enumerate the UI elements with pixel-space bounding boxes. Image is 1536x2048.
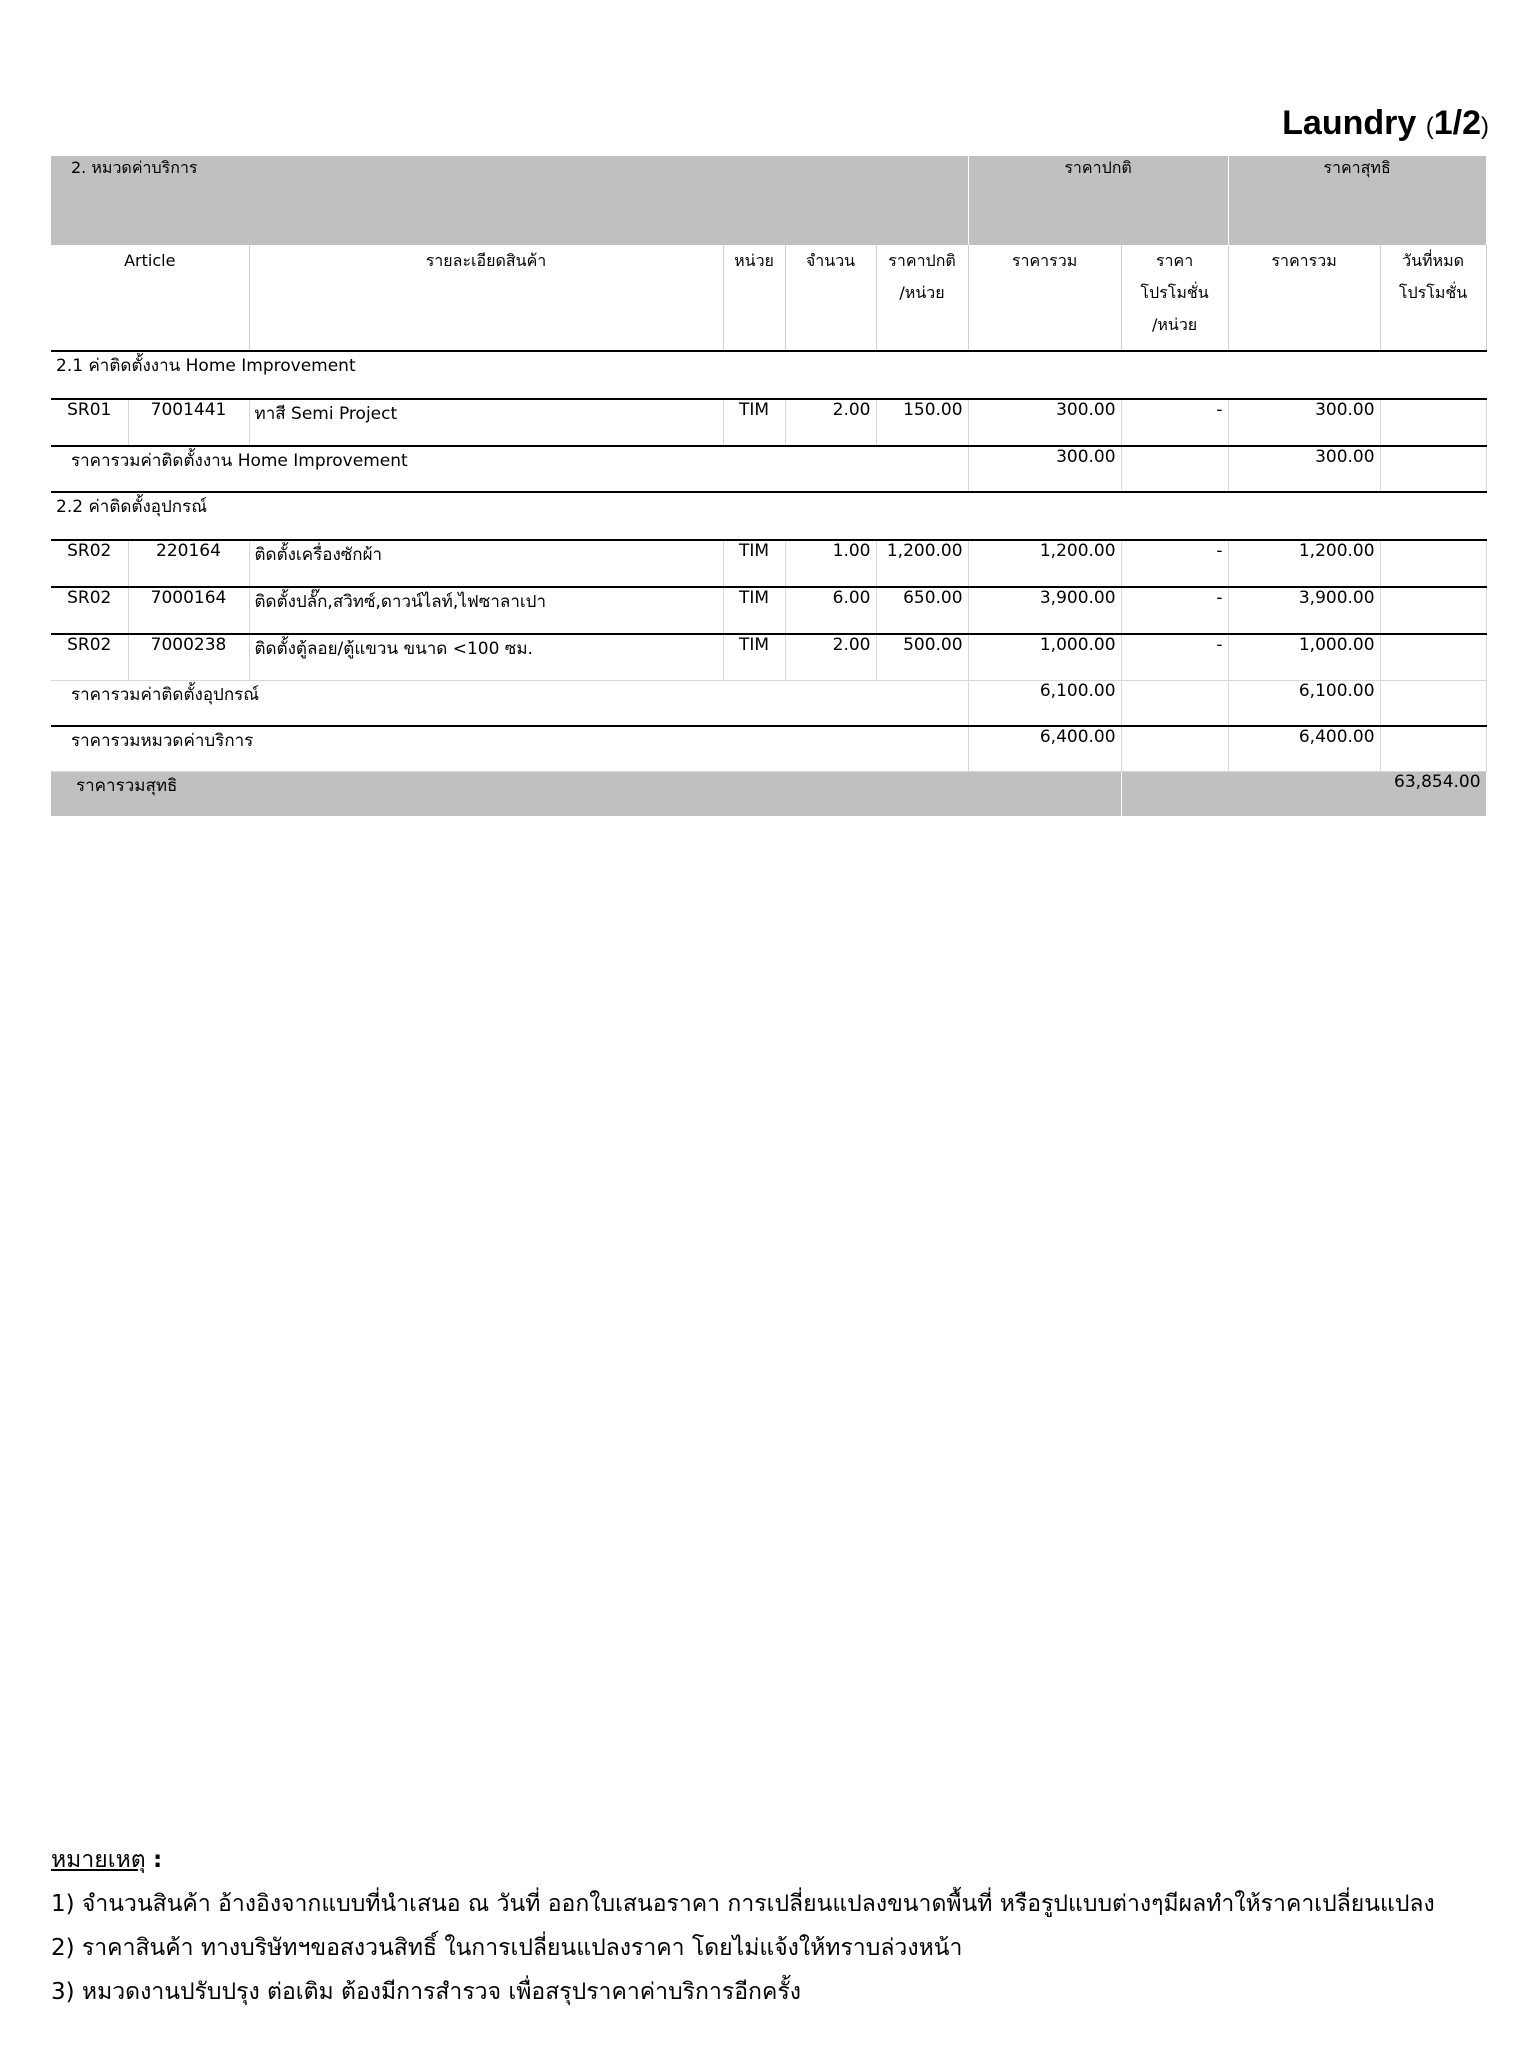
group-net-price: ราคาสุทธิ	[1228, 156, 1486, 245]
col-article: Article	[51, 245, 249, 351]
table-row: SR01 7001441 ทาสี Semi Project TIM 2.00 150.00 300.00 - 300.00	[51, 399, 1486, 446]
table-row: SR02 7000164 ติดตั้งปลั๊ก,สวิทซ์,ดาวน์ไลท์,ไฟซาลาเปา TIM 6.00 650.00 3,900.00 - 3,900.00	[51, 587, 1486, 634]
notes-heading: หมายเหตุ :	[51, 1847, 163, 1873]
group-title: 2.2 ค่าติดตั้งอุปกรณ์	[51, 492, 1486, 540]
subtotal-row: ราคารวมค่าติดตั้งอุปกรณ์ 6,100.00 6,100.00	[51, 681, 1486, 727]
group-title-row	[51, 351, 1486, 399]
quotation-table	[51, 156, 1487, 816]
table-row: SR02 220164 ติดตั้งเครื่องซักผ้า TIM 1.00 1,200.00 1,200.00 - 1,200.00	[51, 540, 1486, 587]
col-normal-total: ราคารวม	[968, 245, 1121, 351]
grand-total-value: 63,854.00	[1121, 772, 1486, 817]
category-total-row: ราคารวมหมวดค่าบริการ 6,400.00 6,400.00	[51, 726, 1486, 772]
title-text: Laundry	[1282, 104, 1417, 142]
table-row: SR02 7000238 ติดตั้งตู้ลอย/ตู้แขวน ขนาด <100 ซม. TIM 2.00 500.00 1,000.00 - 1,000.00	[51, 634, 1486, 681]
section-title: 2. หมวดค่าบริการ	[51, 156, 968, 245]
col-qty: จำนวน	[785, 245, 876, 351]
col-normal-unit-price: ราคาปกติ /หน่วย	[876, 245, 968, 351]
table-column-header	[51, 245, 1486, 351]
col-description: รายละเอียดสินค้า	[249, 245, 723, 351]
col-unit: หน่วย	[723, 245, 785, 351]
table-group-header	[51, 156, 1486, 245]
note-item: 1) จำนวนสินค้า อ้างอิงจากแบบที่นำเสนอ ณ วันที่ ออกใบเสนอราคา การเปลี่ยนแปลงขนาดพื้นที่ หรือรูปแบบต่างๆมีผลทำให้ราคาเปลี่ยนแปลง	[51, 1891, 1435, 1917]
col-promo-end: วันที่หมด โปรโมชั่น	[1380, 245, 1486, 351]
grand-total-row	[51, 772, 1486, 817]
group-title: 2.1 ค่าติดตั้งงาน Home Improvement	[51, 351, 1486, 399]
col-promo-price: ราคา โปรโมชั่น /หน่วย	[1121, 245, 1228, 351]
page-title: Laundry (1/2)	[1282, 104, 1489, 142]
subtotal-row: ราคารวมค่าติดตั้งงาน Home Improvement 300.00 300.00	[51, 446, 1486, 492]
col-net-total: ราคารวม	[1228, 245, 1380, 351]
grand-total-label: ราคารวมสุทธิ	[51, 772, 1121, 817]
page-indicator: 1/2	[1433, 104, 1481, 142]
note-item: 3) หมวดงานปรับปรุง ต่อเติม ต้องมีการสำรวจ เพื่อสรุปราคาค่าบริการอีกครั้ง	[51, 1979, 801, 2005]
notes	[51, 1838, 1435, 2014]
group-title-row	[51, 492, 1486, 540]
group-normal-price: ราคาปกติ	[968, 156, 1228, 245]
note-item: 2) ราคาสินค้า ทางบริษัทฯขอสงวนสิทธิ์ ในการเปลี่ยนแปลงราคา โดยไม่แจ้งให้ทราบล่วงหน้า	[51, 1935, 963, 1961]
